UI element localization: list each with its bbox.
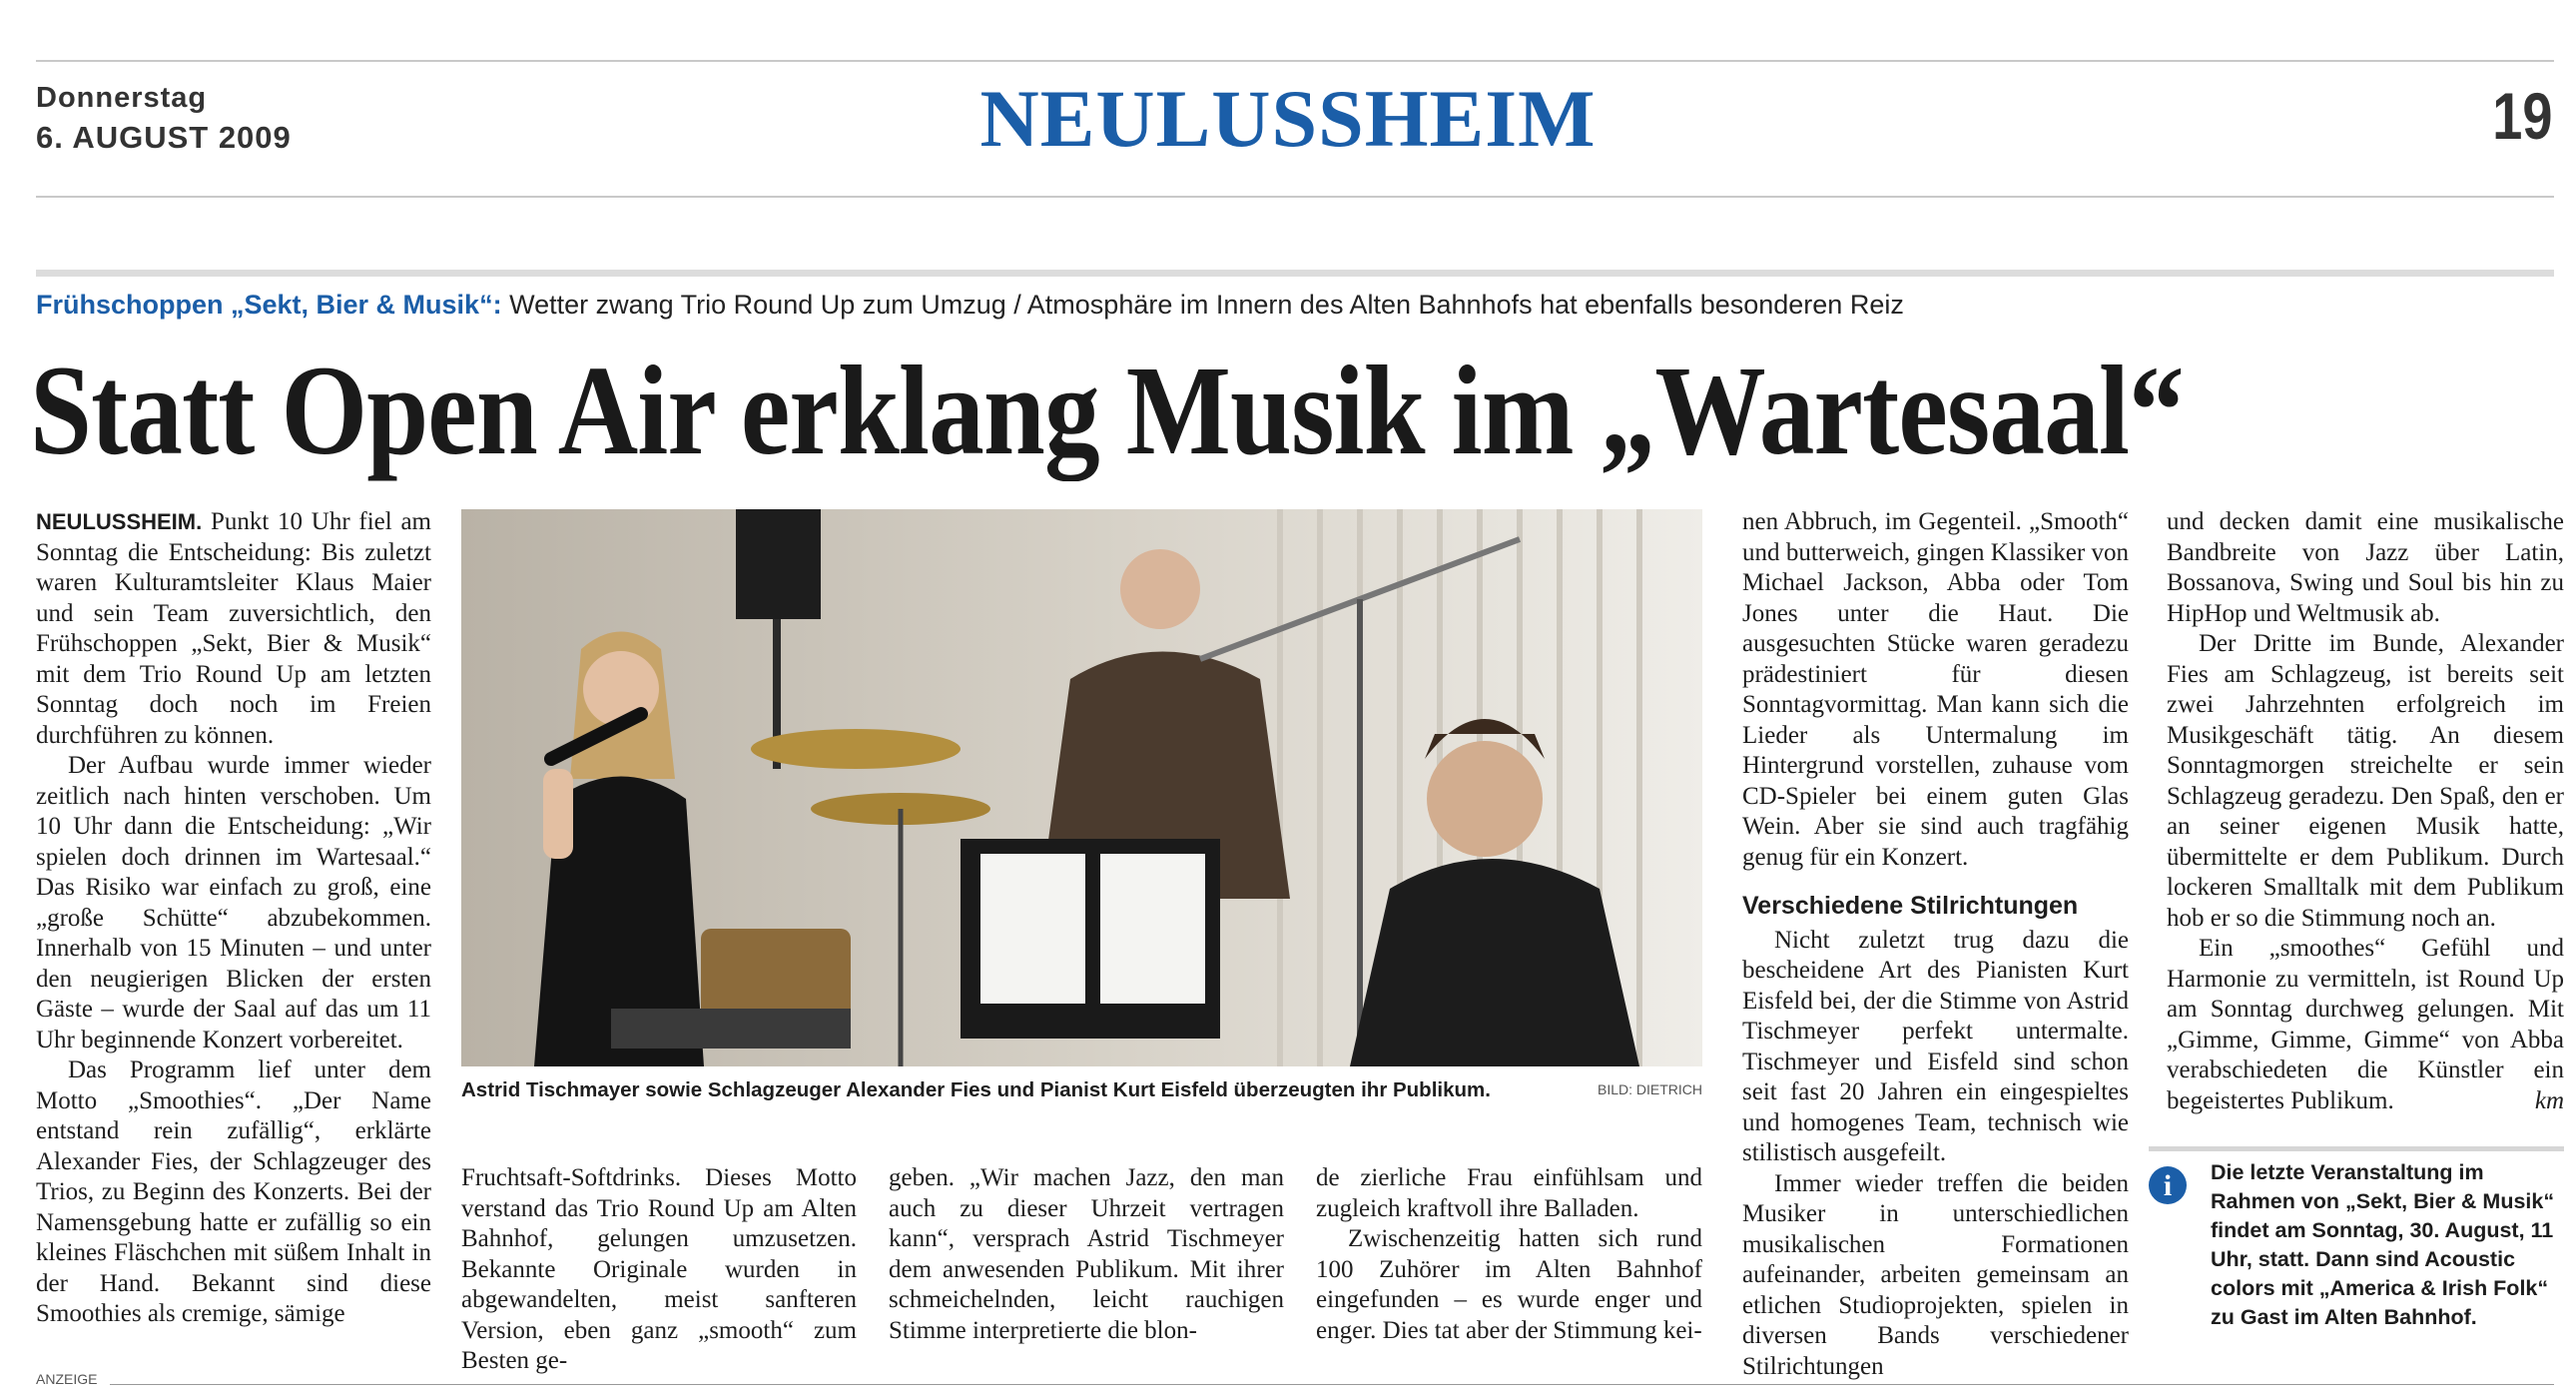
info-icon: i: [2149, 1166, 2187, 1204]
top-rule: [36, 60, 2554, 62]
photo-credit: BILD: DIETRICH: [1597, 1081, 1702, 1097]
paragraph-text: Punkt 10 Uhr fiel am Sonntag die Entscheidung: Bis zuletzt waren Kulturamtsleiter Klaus Maier und sein Team zuversichtlich, den Frühschoppen „Sekt, Bier & Musik“ mit dem Trio Round Up am letzten Sonntag doch noch im Freien durchführen zu können.: [36, 508, 431, 749]
paragraph: Der Aufbau wurde immer wieder zeitlich nach hinten verschoben. Um 10 Uhr dann die Entscheidung: „Wir spielen doch drinnen im Wartesaal.“ Das Risiko war einfach zu groß, eine „große Schütte“ abzubekommen. Innerhalb von 15 Minuten – und unter den neugierigen Blicken der ersten Gäste – wurde der Saal auf das um 11 Uhr beginnende Konzert vorbereitet.: [36, 752, 431, 1053]
article-column-3: [889, 1163, 1284, 1346]
author-signature: km: [2534, 1086, 2564, 1114]
kicker-line: [36, 290, 1904, 321]
page-number: 19: [2491, 79, 2552, 153]
paragraph: [2167, 934, 2564, 1116]
paragraph: und decken damit eine musikalische Bandbreite von Jazz über Latin, Bossanova, Swing und Soul bis hin zu HipHop und Weltmusik ab.: [2167, 508, 2564, 627]
article-top-bar: [36, 270, 2554, 277]
bottom-rule: [110, 1384, 2554, 1385]
kicker-lead: Frühschoppen „Sekt, Bier & Musik“:: [36, 290, 502, 320]
photo-caption: [461, 1078, 1702, 1102]
paragraph: Immer wieder treffen die beiden Musiker in unterschiedlichen musikalischen Formationen aufeinander, arbeiten gemeinsam an etlichen Studioprojekten, spielen in diversen Bands verschiedener Stilrichtungen: [1742, 1169, 2129, 1380]
article-column-2: [461, 1163, 857, 1377]
paragraph: de zierliche Frau einfühlsam und zugleich kraftvoll ihre Balladen.: [1316, 1164, 1702, 1222]
paragraph: Das Programm lief unter dem Motto „Smoothies“. „Der Name entstand rein zufällig“, erklärte Alexander Fies, der Schlagzeuger des Trios, zu Beginn des Konzerts. Bei der Namensgebung hatte er zufällig so ein kleines Fläschchen mit süßem Inhalt in der Hand. Bekannt sind diese Smoothies als cremige, sämige: [36, 1056, 431, 1327]
article-column-6: [2167, 507, 2564, 1116]
concert-photo: [461, 509, 1702, 1066]
paragraph: [36, 507, 431, 751]
headline: Statt Open Air erklang Musik im „Wartesaal“: [30, 340, 2184, 481]
paragraph: geben. „Wir machen Jazz, den man auch zu dieser Uhrzeit vertragen kann“, versprach Astrid Tischmeyer dem anwesenden Publikum. Mit ihrer schmeichelnden, leicht rauchigen Stimme interpretierte die blon-: [889, 1164, 1284, 1344]
paragraph: nen Abbruch, im Gegenteil. „Smooth“ und butterweich, gingen Klassiker von Michael Jackson, Abba oder Tom Jones unter die Haut. Die ausgesuchten Stücke waren geradezu prädestiniert für diesen Sonntagvormittag. Man kann sich die Lieder als Untermalung im Hintergrund vorstellen, zuhause vom CD-Spieler bei einem guten Glas Wein. Aber sie sind auch tragfähig genug für ein Konzert.: [1742, 508, 2129, 871]
article-column-1: [36, 507, 431, 1330]
paragraph: Fruchtsaft-Softdrinks. Dieses Motto verstand das Trio Round Up am Alten Bahnhof, gelungen umzusetzen. Bekannte Originale wurden in abgewandelten, meist sanfteren Version, eben ganz „smooth“ zum Besten ge-: [461, 1164, 857, 1374]
dateline: NEULUSSHEIM.: [36, 509, 203, 534]
issue-date: 6. AUGUST 2009: [36, 120, 292, 155]
infobox-top-rule: [2149, 1146, 2564, 1151]
subheading: Verschiedene Stilrichtungen: [1742, 892, 2079, 920]
kicker-text: Wetter zwang Trio Round Up zum Umzug / Atmosphäre im Innern des Alten Bahnhofs hat ebenfalls besonderen Reiz: [501, 290, 1904, 320]
paragraph: Der Dritte im Bunde, Alexander Fies am Schlagzeug, ist bereits seit zwei Jahrzehnten erfolgreich im Musikgeschäft tätig. An diesem Sonntagmorgen streichelte er sein Schlagzeug geradezu. Den Spaß, den er an seiner eigenen Musik hatte, übermittelte er dem Publikum. Durch lockeren Smalltalk mit dem Publikum hob er so die Stimmung noch an.: [2167, 630, 2564, 932]
caption-text: Astrid Tischmayer sowie Schlagzeuger Alexander Fies und Pianist Kurt Eisfeld überzeugten ihr Publikum.: [461, 1078, 1491, 1101]
paragraph: Nicht zuletzt trug dazu die bescheidene Art des Pianisten Kurt Eisfeld bei, der die Stimme von Astrid Tischmeyer perfekt untermalte. Tischmeyer und Eisfeld sind schon seit fast 20 Jahren ein eingespieltes und homogenes Team, technisch wie stilistisch ausgefeilt.: [1742, 926, 2129, 1166]
band-illustration: [461, 509, 1702, 1066]
infobox-text: Die letzte Veranstaltung im Rahmen von „Sekt, Bier & Musik“ findet am Sonntag, 30. August, 11 Uhr, statt. Dann sind Acoustic colors mit „America & Irish Folk“ zu Gast im Alten Bahnhof.: [2211, 1160, 2555, 1329]
weekday: Donnerstag: [36, 82, 208, 114]
article-column-5: [1742, 507, 2129, 1382]
paragraph-text: Ein „smoothes“ Gefühl und Harmonie zu vermitteln, ist Round Up am Sonntag durchweg gelungen. Mit „Gimme, Gimme, Gimme“ von Abba verabschiedeten die Künstler ein begeistertes Publikum.: [2167, 935, 2564, 1114]
header-bottom-rule: [36, 196, 2554, 198]
paragraph: Zwischenzeitig hatten sich rund 100 Zuhörer im Alten Bahnhof eingefunden – es wurde enger und enger. Dies tat aber der Stimmung kei-: [1316, 1225, 1702, 1344]
section-title: NEULUSSHEIM: [979, 73, 1597, 164]
article-column-4: [1316, 1163, 1702, 1346]
ad-label: ANZEIGE: [36, 1371, 98, 1387]
